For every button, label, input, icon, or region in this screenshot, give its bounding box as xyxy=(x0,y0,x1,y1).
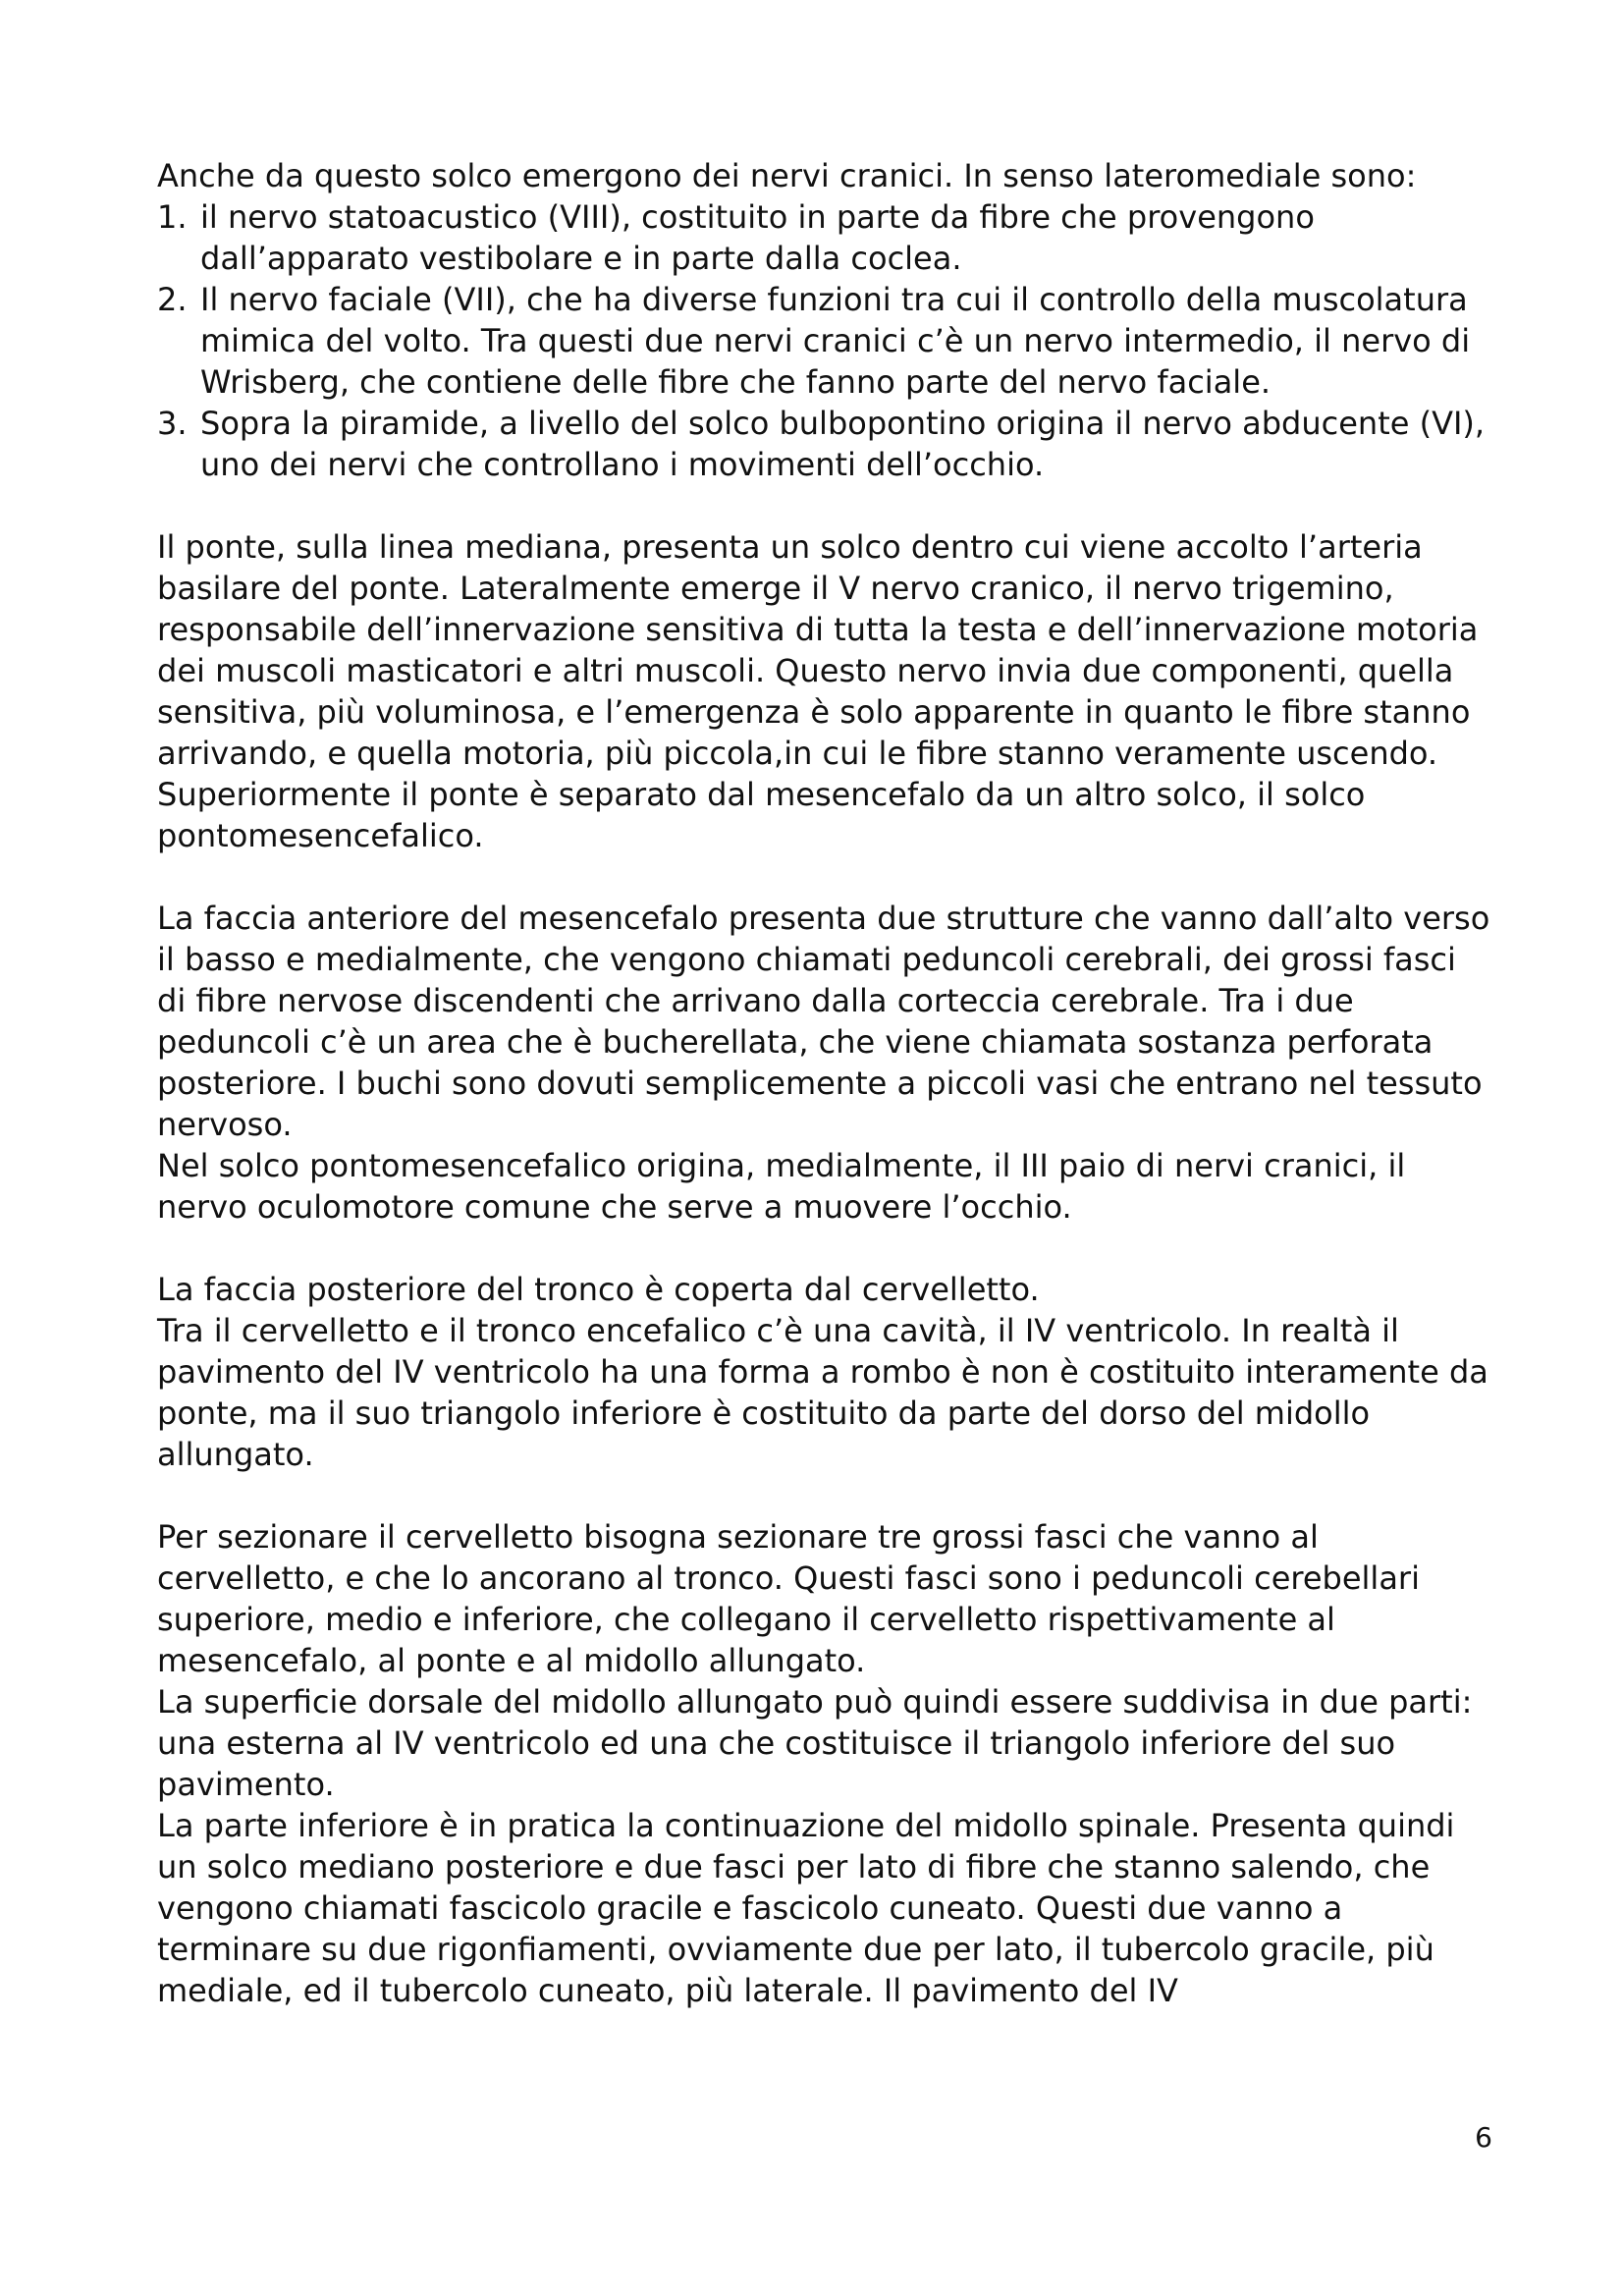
list-item xyxy=(157,403,1492,485)
paragraph-gap xyxy=(157,1228,1492,1269)
paragraph-gap xyxy=(157,856,1492,898)
list-item xyxy=(157,196,1492,279)
paragraph-oculomotore: Nel solco pontomesencefalico origina, medialmente, il III paio di nervi cranici, il nervo oculomotore comune che serve a muovere l’occhio. xyxy=(157,1147,1406,1226)
list-item-text: Sopra la piramide, a livello del solco bulbopontino origina il nervo abducente (VI), uno dei nervi che controllano i movimenti dell’occhio. xyxy=(200,405,1486,483)
paragraph-ponte: Il ponte, sulla linea mediana, presenta un solco dentro cui viene accolto l’arteria basilare del ponte. Lateralmente emerge il V nervo cranico, il nervo trigemino, responsabile dell’innervazione sensitiva di tutta la testa e dell’innervazione motoria dei muscoli masticatori e altri muscoli. Questo nervo invia due componenti, quella sensitiva, più voluminosa, e l’emergenza è solo apparente in quanto le fibre stanno arrivando, e quella motoria, più piccola,in cui le fibre stanno veramente uscendo. xyxy=(157,528,1479,772)
list-item-number: 1. xyxy=(157,198,188,236)
list-item-text: il nervo statoacustico (VIII), costituito in parte da fibre che provengono dall’apparato vestibolare e in parte dalla coclea. xyxy=(200,198,1315,277)
list-item-text: Il nervo faciale (VII), che ha diverse funzioni tra cui il controllo della muscolatura mimica del volto. Tra questi due nervi cranici c’è un nervo intermedio, il nervo di Wrisberg, che contiene delle fibre che fanno parte del nervo faciale. xyxy=(200,281,1471,401)
paragraph-solco-pontomesencefalico: Superiormente il ponte è separato dal mesencefalo da un altro solco, il solco pontomesencefalico. xyxy=(157,776,1366,854)
paragraph-parte-inferiore: La parte inferiore è in pratica la continuazione del midollo spinale. Presenta quindi un solco mediano posteriore e due fasci per lato di fibre che stanno salendo, che vengono chiamati fascicolo gracile e fascicolo cuneato. Questi due vanno a terminare su due rigonfiamenti, ovviamente due per lato, il tubercolo gracile, più mediale, ed il tubercolo cuneato, più laterale. Il pavimento del IV xyxy=(157,1807,1455,2009)
list-item-number: 3. xyxy=(157,405,188,442)
paragraph-gap xyxy=(157,1475,1492,1516)
page-number: 6 xyxy=(1475,2121,1492,2154)
paragraph-gap xyxy=(157,485,1492,526)
paragraph-iv-ventricolo: Tra il cervelletto e il tronco encefalico c’è una cavità, il IV ventricolo. In realtà il pavimento del IV ventricolo ha una forma a rombo è non è costituito interamente da ponte, ma il suo triangolo inferiore è costituito da parte del dorso del midollo allungato. xyxy=(157,1312,1488,1473)
list-item-number: 2. xyxy=(157,281,188,318)
paragraph-superficie-dorsale: La superficie dorsale del midollo allungato può quindi essere suddivisa in due parti: una esterna al IV ventricolo ed una che costituisce il triangolo inferiore del suo pavimento. xyxy=(157,1683,1473,1803)
paragraph-faccia-posteriore: La faccia posteriore del tronco è coperta dal cervelletto. xyxy=(157,1271,1040,1308)
paragraph-peduncoli-cerebellari: Per sezionare il cervelletto bisogna sezionare tre grossi fasci che vanno al cervelletto, e che lo ancorano al tronco. Questi fasci sono i peduncoli cerebellari superiore, medio e inferiore, che collegano il cervelletto rispettivamente al mesencefalo, al ponte e al midollo allungato. xyxy=(157,1518,1420,1679)
paragraph-mesencefalo: La faccia anteriore del mesencefalo presenta due strutture che vanno dall’alto verso il basso e medialmente, che vengono chiamati peduncoli cerebrali, dei grossi fasci di fibre nervose discendenti che arrivano dalla corteccia cerebrale. Tra i due peduncoli c’è un area che è bucherellata, che viene chiamata sostanza perforata posteriore. I buchi sono dovuti semplicemente a piccoli vasi che entrano nel tessuto nervoso. xyxy=(157,900,1490,1143)
cranial-nerves-list xyxy=(157,196,1492,485)
intro-paragraph: Anche da questo solco emergono dei nervi cranici. In senso lateromediale sono: xyxy=(157,157,1417,194)
list-item xyxy=(157,279,1492,403)
document-page xyxy=(157,155,1492,2011)
